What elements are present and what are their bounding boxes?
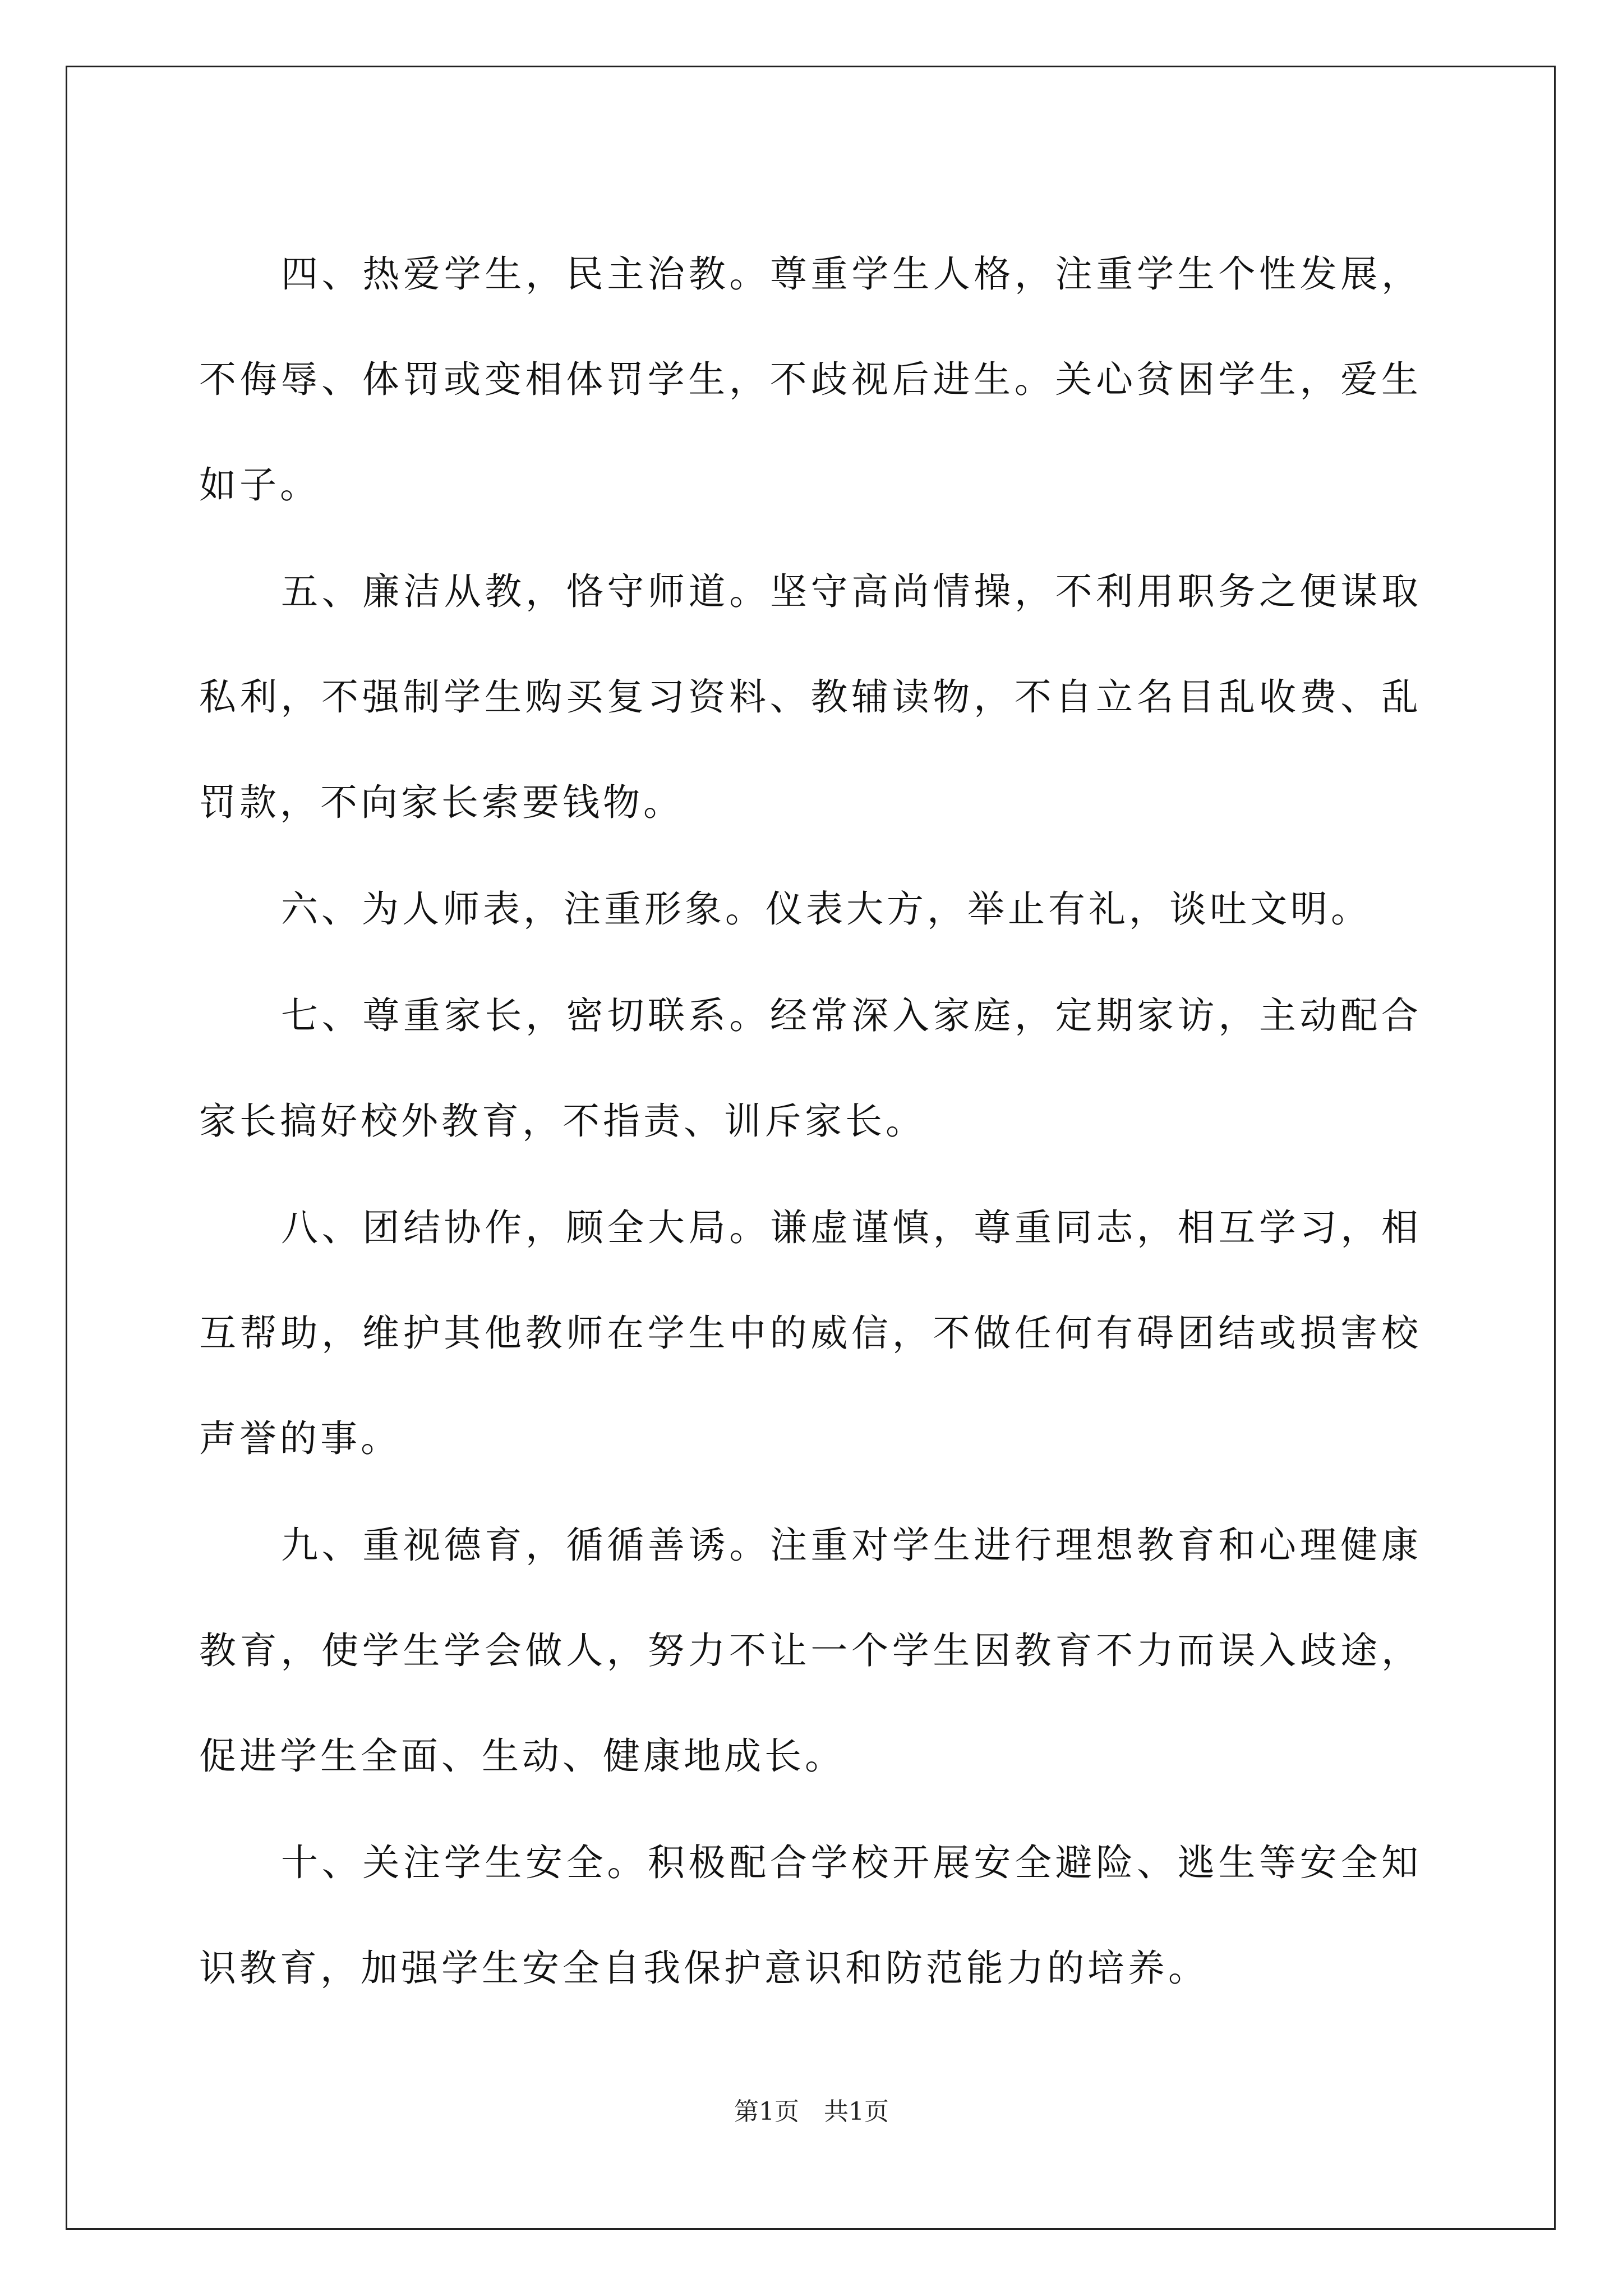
page-footer xyxy=(0,2095,1623,2129)
page-total: 共1页 xyxy=(824,2097,889,2126)
page-number: 第1页 xyxy=(734,2097,799,2126)
paragraph-8: 八、团结协作，顾全大局。谦虚谨慎，尊重同志，相互学习，相互帮助，维护其他教师在学生中的威信，不做任何有碍团结或损害校声誉的事。 xyxy=(199,1206,1422,1460)
paragraph-10: 十、关注学生安全。积极配合学校开展安全避险、逃生等安全知识教育，加强学生安全自我保护意识和防范能力的培养。 xyxy=(199,1841,1422,1990)
paragraph-9: 九、重视德育，循循善诱。注重对学生进行理想教育和心理健康教育，使学生学会做人，努力不让一个学生因教育不力而误入歧途，促进学生全面、生动、健康地成长。 xyxy=(199,1524,1422,1778)
paragraph-7: 七、尊重家长，密切联系。经常深入家庭，定期家访，主动配合家长搞好校外教育，不指责、训斥家长。 xyxy=(199,994,1422,1143)
paragraph-5: 五、廉洁从教，恪守师道。坚守高尚情操，不利用职务之便谋取私利，不强制学生购买复习资料、教辅读物，不自立名目乱收费、乱罚款，不向家长索要钱物。 xyxy=(199,570,1422,824)
document-body xyxy=(199,222,1422,2022)
paragraph-6: 六、为人师表，注重形象。仪表大方，举止有礼，谈吐文明。 xyxy=(281,887,1371,931)
paragraph-4: 四、热爱学生，民主治教。尊重学生人格，注重学生个性发展，不侮辱、体罚或变相体罚学生，不歧视后进生。关心贫困学生，爱生如子。 xyxy=(199,252,1422,507)
